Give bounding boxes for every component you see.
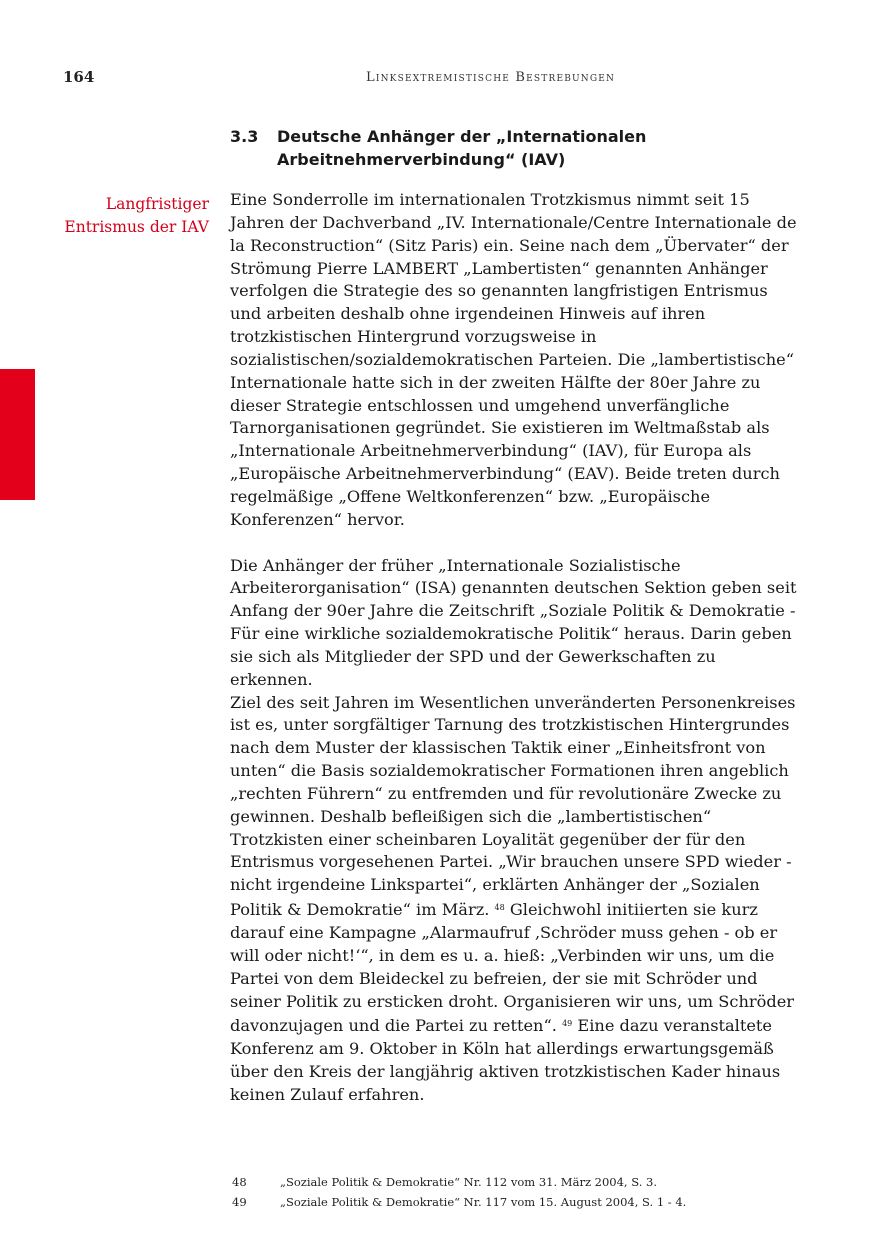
body-text — [230, 189, 800, 1107]
section-number: 3.3 — [230, 127, 259, 146]
running-head: Linksextremistische Bestrebungen — [366, 70, 616, 85]
paragraph: Die Anhänger der früher „Internationale Sozialistische Arbeiterorganisation“ (ISA) genannten deutschen Sektion geben seit Anfang der 90er Jahre die Zeitschrift „Soziale Politik & Demokratie - Für eine wirkliche sozialdemokratische Politik“ heraus. Darin geben sie sich als Mitglieder der SPD und der Gewerkschaften zu erkennen. — [230, 555, 797, 689]
footnote-48 — [232, 1172, 832, 1192]
page-number: 164 — [63, 68, 95, 86]
margin-note — [60, 193, 209, 238]
margin-note-line: Langfristiger — [105, 195, 209, 213]
margin-note-line: Entrismus der IAV — [64, 217, 209, 236]
footnotes — [232, 1172, 832, 1212]
footnote-number: 49 — [232, 1195, 247, 1209]
footnote-ref-49[interactable]: 49 — [562, 1019, 573, 1029]
footnote-text: „Soziale Politik & Demokratie“ Nr. 117 vom 15. August 2004, S. 1 - 4. — [280, 1195, 687, 1209]
section-title: Deutsche Anhänger der „Internationalen Arbeitnehmerverbindung“ (IAV) — [277, 127, 647, 169]
footnote-number: 48 — [232, 1175, 247, 1189]
footnote-ref-48[interactable]: 48 — [494, 903, 505, 913]
paragraph — [230, 692, 800, 1107]
section-heading — [230, 125, 680, 171]
paragraph-text: Gleichwohl initiierten sie kurz darauf eine Kampagne „Alarmaufruf ‚Schröder muss gehen - ob er will oder nicht!‘“, in dem es u. a. hieß: „Verbinden wir uns, um die Partei von dem Bleideckel zu befreien, der sie mit Schröder und seiner Politik zu ersticken droht. Organisieren wir uns, um Schröder davonzujagen und die Partei zu retten“. — [230, 900, 795, 1036]
chapter-tab-marker — [0, 369, 35, 500]
footnote-49 — [232, 1192, 832, 1212]
paragraph-text: Ziel des seit Jahren im Wesentlichen unveränderten Personenkreises ist es, unter sorgfältiger Tarnung des trotzkistischen Hintergrundes nach dem Muster der klassischen Taktik einer „Einheitsfront von unten“ die Basis sozialdemokratischer Formationen ihren angeblich „rechten Führern“ zu entfremden und für revolutionäre Zwecke zu gewinnen. Deshalb befleißigen sich die „lambertistischen“ Trotzkisten einer scheinbaren Loyalität gegenüber der für den Entrismus vorgesehenen Partei. „Wir brauchen unsere SPD wieder - nicht irgendeine Linkspartei“, erklärten Anhänger der „Sozialen Politik & Demokratie“ im März. — [230, 692, 796, 920]
footnote-text: „Soziale Politik & Demokratie“ Nr. 112 vom 31. März 2004, S. 3. — [280, 1175, 657, 1189]
paragraph-text: Eine dazu veranstaltete Konferenz am 9. Oktober in Köln hat allerdings erwartungsgemäß über den Kreis der langjährig aktiven trotzkistischen Kader hinaus keinen Zulauf erfahren. — [230, 1016, 781, 1104]
paragraph: Eine Sonderrolle im internationalen Trotzkismus nimmt seit 15 Jahren der Dachverband „IV. Internationale/Centre Internationale de la Reconstruction“ (Sitz Paris) ein. Seine nach dem „Übervater“ der Strömung Pierre LAMBERT „Lambertisten“ genannten Anhänger verfolgen die Strategie des so genannten langfristigen Entrismus und arbeiten deshalb ohne irgendeinen Hinweis auf ihren trotzkistischen Hintergrund vorzugsweise in sozialistischen/sozialdemokratischen Parteien. Die „lambertistische“ Internationale hatte sich in der zweiten Hälfte der 80er Jahre zu dieser Strategie entschlossen und umgehend unverfängliche Tarnorganisationen gegründet. Sie existieren im Weltmaßstab als „Internationale Arbeitnehmerverbindung“ (IAV), für Europa als „Europäische Arbeitnehmerverbindung“ (EAV). Beide treten durch regelmäßige „Offene Weltkonferenzen“ bzw. „Europäische Konferenzen“ hervor. — [230, 190, 797, 529]
